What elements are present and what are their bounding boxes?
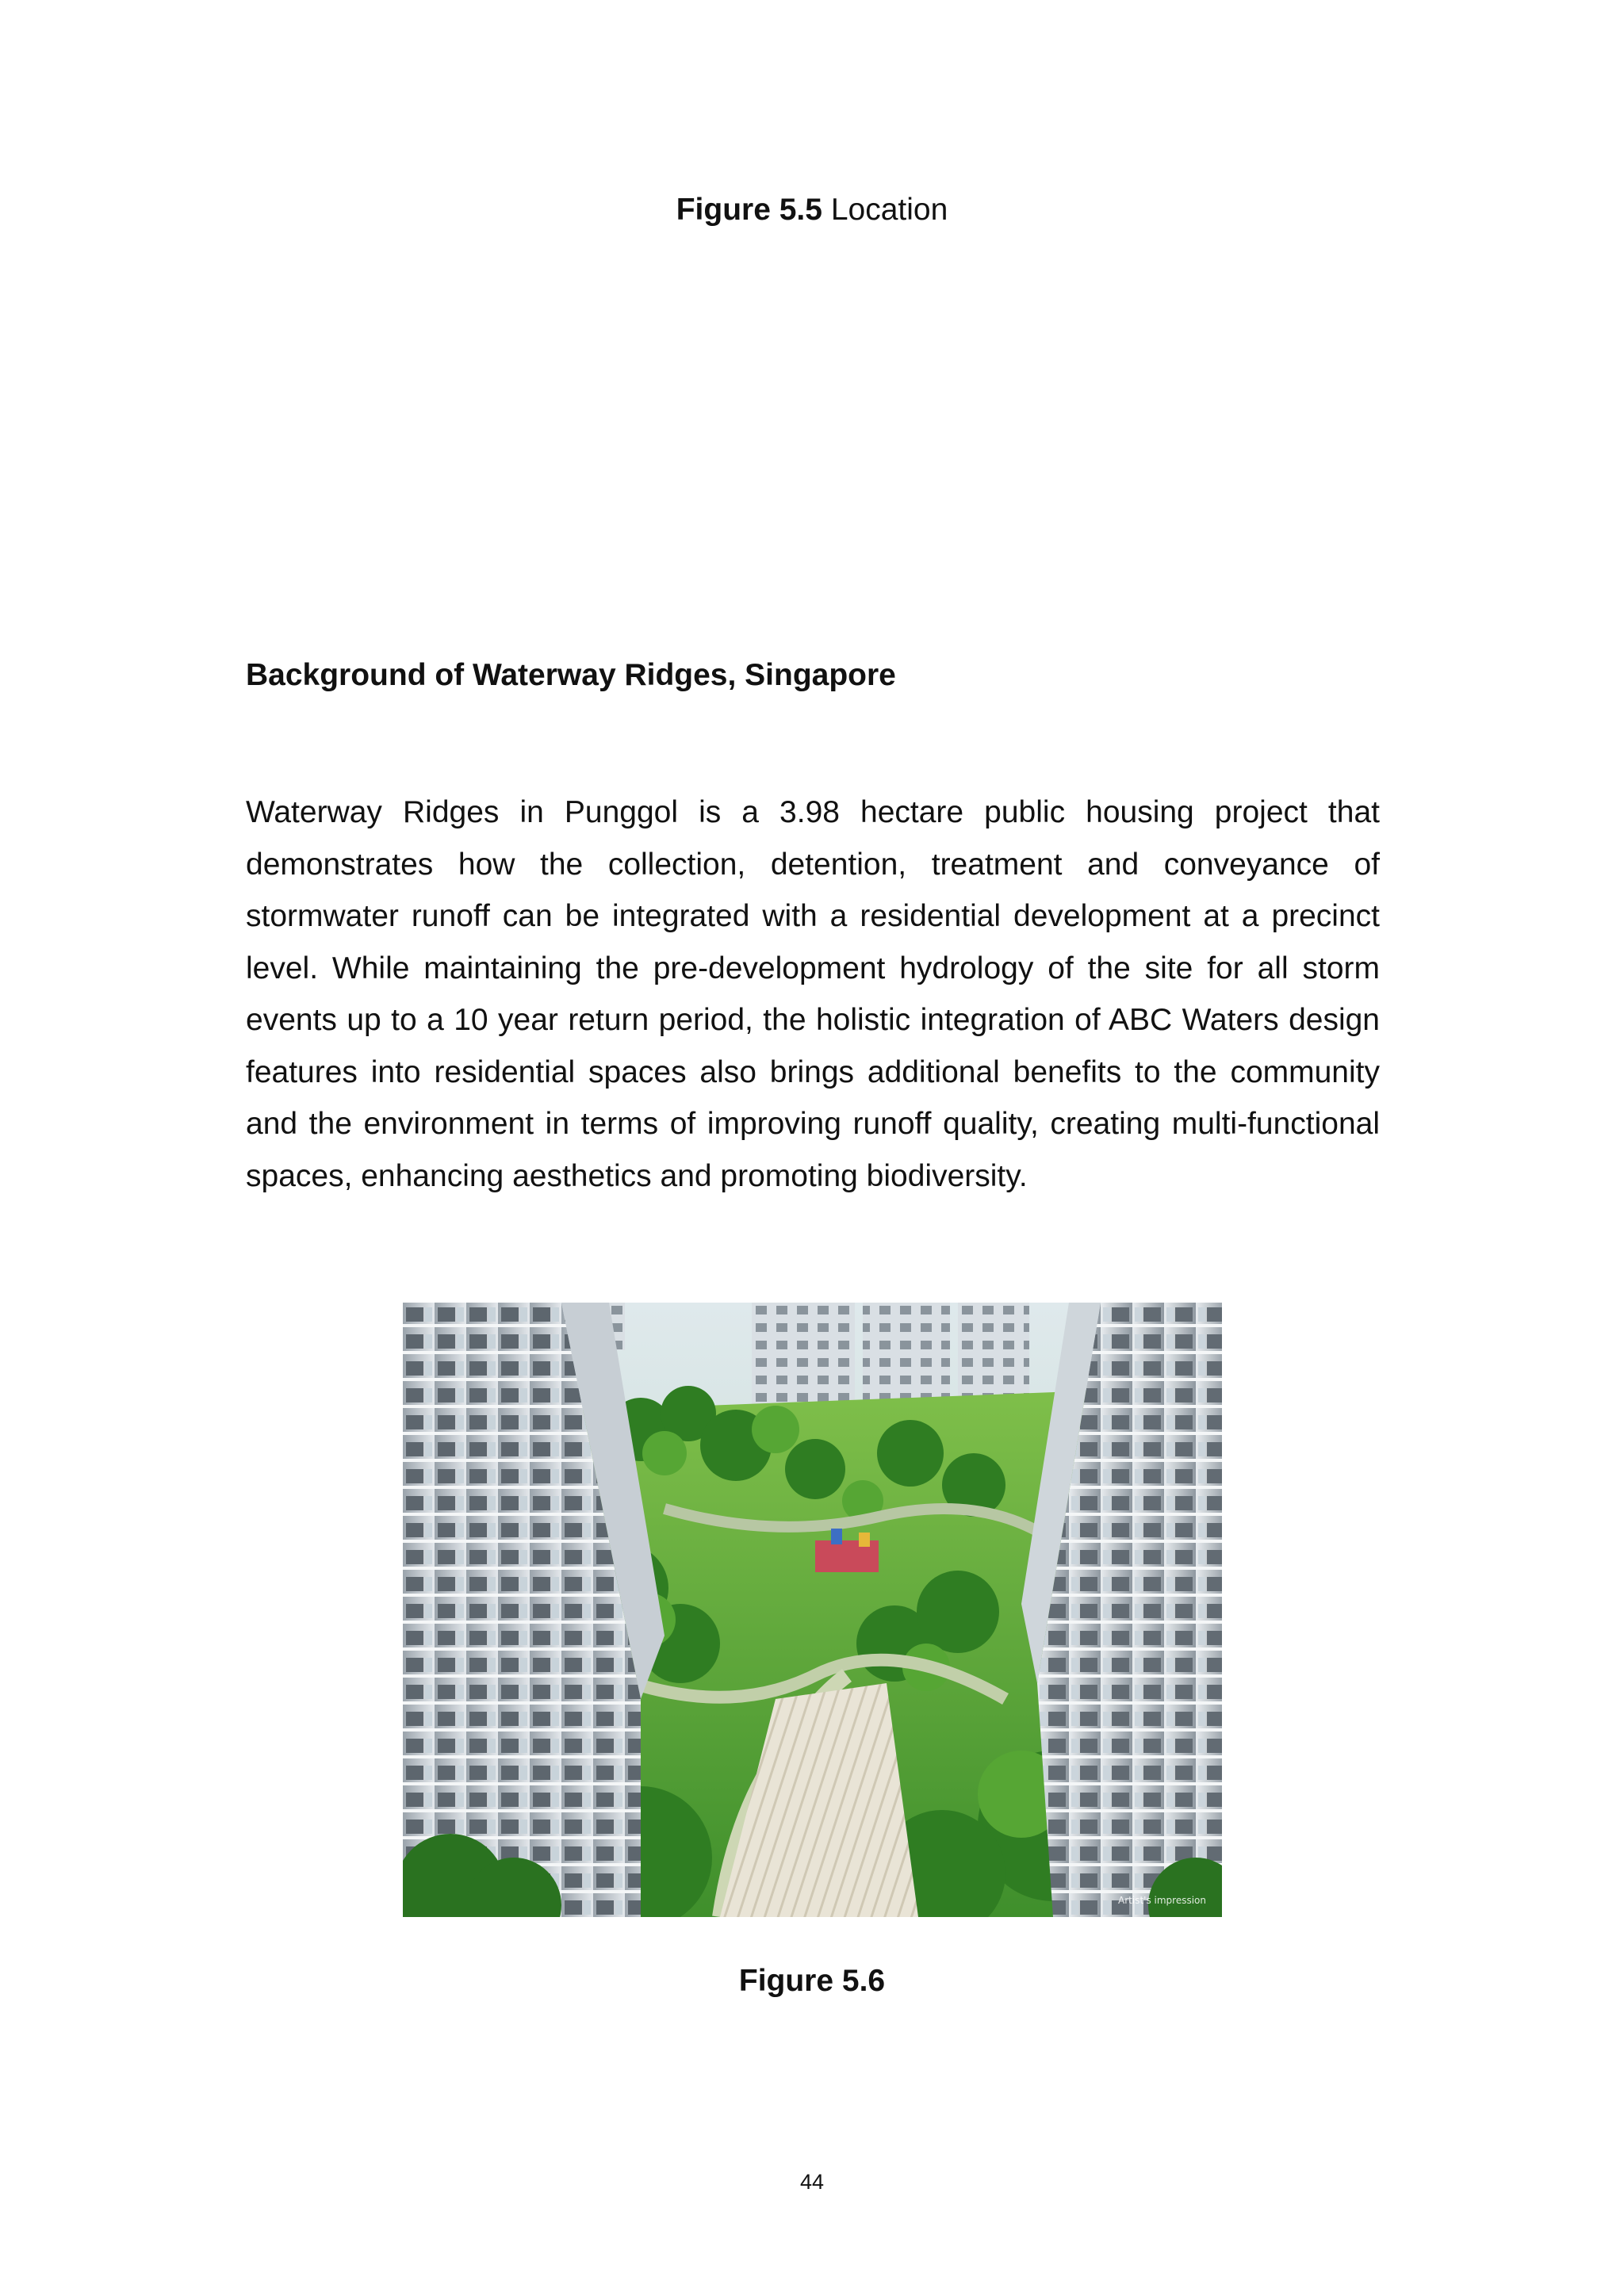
waterway-ridges-photo (403, 1303, 1222, 1917)
figure-5-6-label: Figure 5.6 (738, 1964, 886, 1998)
figure-5-5-text: Location (830, 193, 948, 227)
figure-5-5-label: Figure 5.5 (676, 193, 822, 227)
body-paragraph: Waterway Ridges in Punggol is a 3.98 hectare public housing project that demonstrates how the collection, detention, treatment and conveyance of stormwater runoff can be integrated with a residential development at a precinct level. While maintaining the pre-development hydrology of the site for all storm events up to a 10 year return period, the holistic integration of ABC Waters design features into residential spaces also brings additional benefits to the community and the environment in terms of improving runoff quality, creating multi-functional spaces, enhancing aesthetics and promoting biodiversity. (246, 795, 1380, 1193)
page-number: 44 (799, 2170, 825, 2194)
photo-watermark: Artist's impression (1118, 1895, 1206, 1906)
figure-5-6-caption (0, 1962, 1624, 2000)
section-heading: Background of Waterway Ridges, Singapore (246, 658, 896, 692)
figure-5-5-caption (0, 191, 1624, 229)
